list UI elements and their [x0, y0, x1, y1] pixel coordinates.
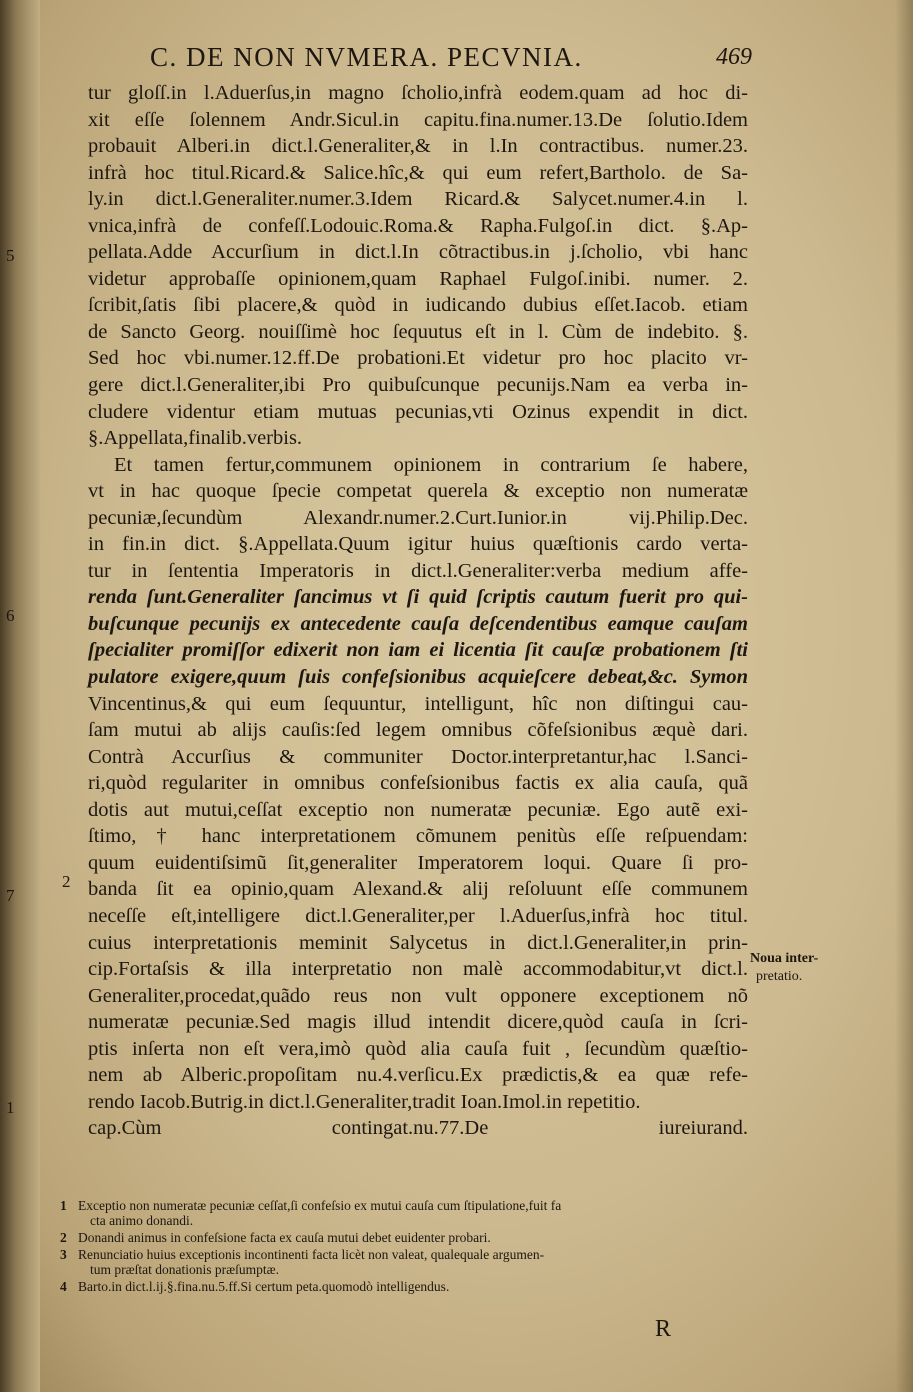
text-line: cap.Cùm contingat.nu.77.De iureiurand.	[88, 1117, 748, 1140]
text-line: Sed hoc vbi.numer.12.ff.De probationi.Et videtur pro hoc placito vr-	[88, 347, 748, 370]
text-line: neceſſe eſt,intelligere dict.l.Generaliter,per l.Aduerſus,infrà hoc titul.	[88, 904, 748, 927]
text-line: de Sancto Georg. nouiſſimè hoc ſequutus eſt in l. Cùm de indebito. §.	[88, 320, 748, 343]
text-line: numeratæ pecuniæ.Sed magis illud intendit dicere,quòd cauſa in ſcri-	[88, 1011, 748, 1034]
margin-number: 7	[6, 886, 15, 905]
footnote	[60, 1279, 760, 1294]
text-line: ri,quòd regulariter in omnibus confeſsionibus factis ex alia cauſa, quã	[88, 772, 748, 795]
text-line: renda ſunt.Generaliter ſancimus vt ſi quid ſcriptis cautum fuerit pro qui-	[88, 586, 748, 609]
footnote-number: 2	[60, 1230, 67, 1245]
running-title: C. DE NON NVMERA. PECVNIA.	[150, 42, 583, 72]
text-line: xit eſſe ſolennem Andr.Sicul.in capitu.fina.numer.13.De ſolutio.Idem	[88, 108, 748, 131]
margin-number: 1	[6, 1098, 15, 1117]
footnote-number: 1	[60, 1198, 67, 1213]
signature-mark: R	[655, 1316, 672, 1342]
footnote-text: Donandi animus in confeſsione facta ex cauſa mutui debet euidenter probari.	[78, 1230, 491, 1245]
marginal-note-line: pretatio.	[756, 969, 803, 984]
text-line: cip.Fortaſsis & illa interpretatio non malè accommodabitur,vt dict.l.	[88, 958, 748, 981]
text-line: in fin.in dict. §.Appellata.Quum igitur huius quæſtionis cardo verta-	[88, 533, 748, 556]
text-line: pellata.Adde Accurſium in dict.l.In cõtractibus.in j.ſcholio, vbi hanc	[88, 241, 748, 264]
text-line: pecuniæ,ſecundùm Alexandr.numer.2.Curt.Iunior.in vij.Philip.Dec.	[88, 506, 748, 529]
text-line: gere dict.l.Generaliter,ibi Pro quibuſcunque pecunijs.Nam ea verba in-	[88, 374, 748, 397]
text-line: pulatore exigere,quum ſuis confeſsionibus acquieſcere debeat,&c. Symon	[88, 666, 748, 689]
footnote	[60, 1230, 760, 1245]
footnote-text: Barto.in dict.l.ij.§.fina.nu.5.ff.Si certum peta.quomodò intelligendus.	[78, 1279, 450, 1294]
page-edge-shadow	[895, 0, 913, 1392]
text-line: videtur approbaſſe opinionem,quam Raphael Fulgoſ.inibi. numer. 2.	[88, 267, 748, 290]
margin-number: 6	[6, 606, 15, 625]
footnote	[60, 1198, 760, 1228]
text-line: ſpecialiter promiſſor edixerit non iam ei licentia ſit cauſæ probationem ſti	[88, 639, 748, 662]
text-line: banda ſit ea opinio,quam Alexand.& alij reſoluunt eſſe communem	[88, 878, 748, 901]
page-gutter-shadow	[0, 0, 40, 1392]
footnote-text: Exceptio non numeratæ pecuniæ ceſſat,ſi confeſsio ex mutui cauſa cum ſtipulatione,fuit fa	[78, 1198, 562, 1213]
text-line: §.Appellata,finalib.verbis.	[88, 427, 303, 450]
text-line: ſam mutui ab alijs cauſis:ſed legem omnibus cõfeſsionibus æquè dari.	[88, 719, 748, 742]
text-line: cludere videntur etiam mutuas pecunias,vti Ozinus expendit in dict.	[88, 400, 748, 423]
text-line: cuius interpretationis meminit Salycetus in dict.l.Generaliter,in prin-	[88, 931, 748, 954]
footnote-text-cont: cta animo donandi.	[90, 1213, 194, 1228]
text-line: quum euidentiſsimũ ſit,generaliter Imperatorem loqui. Quare ſi pro-	[88, 851, 748, 874]
text-line: Contrà Accurſius & communiter Doctor.interpretantur,hac l.Sanci-	[88, 745, 748, 768]
text-line: tur in ſententia Imperatoris in dict.l.Generaliter:verba medium affe-	[88, 559, 748, 582]
margin-number: 5	[6, 246, 15, 265]
footnote-number: 3	[60, 1247, 67, 1262]
text-line: Generaliter,procedat,quãdo reus non vult opponere exceptionem nõ	[88, 984, 748, 1007]
text-line: dotis aut mutui,ceſſat exceptio non numeratæ pecuniæ. Ego autẽ exi-	[88, 798, 748, 821]
text-line: vnica,infrà de confeſſ.Lodouic.Roma.& Rapha.Fulgoſ.in dict. §.Ap-	[88, 214, 748, 237]
text-line: buſcunque pecunijs ex antecedente cauſa deſcendentibus eamque cauſam	[88, 612, 748, 635]
footnote	[60, 1247, 760, 1277]
text-line: rendo Iacob.Butrig.in dict.l.Generaliter,tradit Ioan.Imol.in repetitio.	[88, 1090, 641, 1113]
footnotes	[60, 1198, 760, 1296]
text-line: Vincentinus,& qui eum ſequuntur, intelligunt, hîc non diſtingui cau-	[88, 692, 748, 715]
margin-number: 2	[62, 872, 71, 891]
text-line: probauit Alberi.in dict.l.Generaliter,& in l.In contractibus. numer.23.	[88, 135, 748, 158]
text-line: ſtimo, † hanc interpretationem cõmunem penitùs eſſe reſpuendam:	[88, 825, 748, 848]
text-line: infrà hoc titul.Ricard.& Salice.hîc,& qui eum refert,Bartholo. de Sa-	[88, 161, 748, 184]
marginal-note-line: Noua inter-	[750, 951, 819, 966]
marginal-note	[750, 950, 860, 986]
text-line: vt in hac quoque ſpecie competat querela & exceptio non numeratæ	[88, 480, 748, 503]
footnote-text-cont: tum præſtat donationis præſumptæ.	[90, 1262, 279, 1277]
text-line: Et tamen fertur,communem opinionem in contrarium ſe habere,	[114, 453, 748, 476]
text-line: ly.in dict.l.Generaliter.numer.3.Idem Ricard.& Salycet.numer.4.in l.	[88, 188, 748, 211]
folio-number: 469	[716, 44, 752, 70]
text-line: ſcribit,ſatis ſibi placere,& quòd in iudicando dubius eſſet.Iacob. etiam	[88, 294, 748, 317]
footnote-number: 4	[60, 1279, 67, 1294]
text-line: nem ab Alberic.propoſitam nu.4.verſicu.Ex prædictis,& ea quæ refe-	[88, 1064, 748, 1087]
text-line: ptis inſerta non eſt vera,imò quòd alia cauſa fuit , ſecundùm quæſtio-	[88, 1037, 748, 1060]
footnote-text: Renunciatio huius exceptionis incontinenti facta licèt non valeat, qualequale argumen-	[78, 1247, 545, 1262]
main-text-block	[88, 80, 748, 1142]
text-line: tur gloſſ.in l.Aduerſus,in magno ſcholio,infrà eodem.quam ad hoc di-	[88, 82, 748, 104]
